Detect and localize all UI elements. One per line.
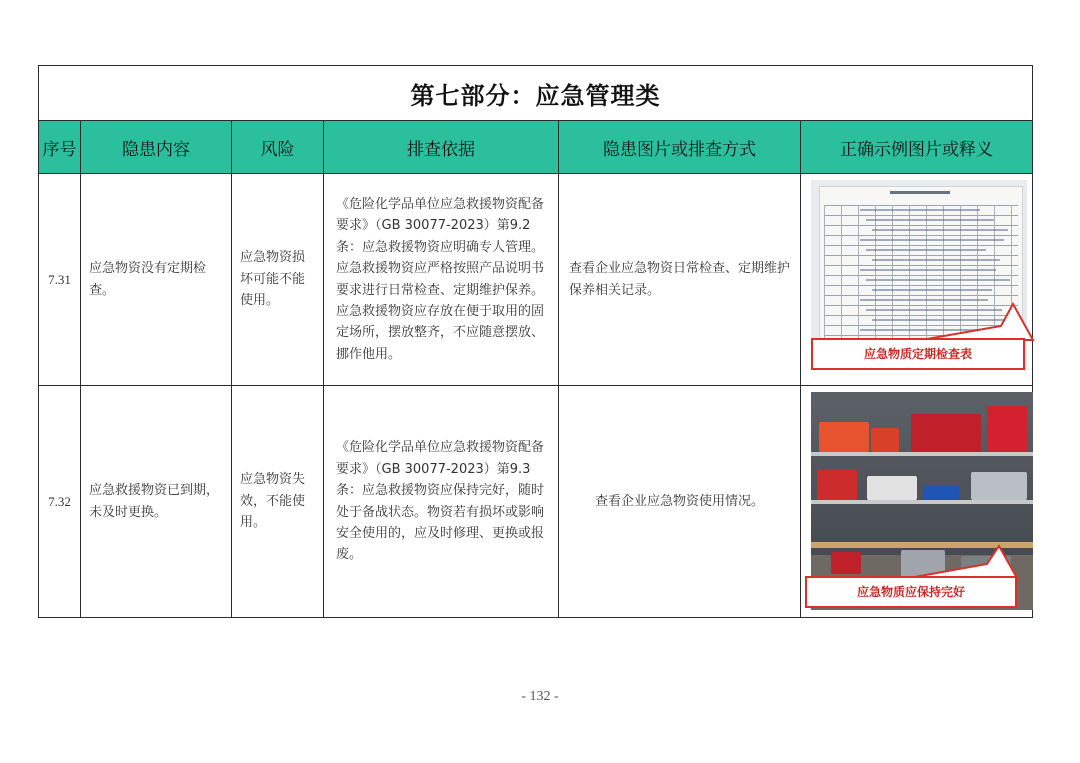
method-text: 查看企业应急物资使用情况。 [559,386,801,618]
section-title: 第七部分：应急管理类 [39,66,1033,121]
header-number: 序号 [39,121,81,174]
table-row [39,386,1033,618]
header-hazard: 隐患内容 [81,121,232,174]
header-example: 正确示例图片或释义 [801,121,1033,174]
header-row [39,121,1033,174]
risk-text: 应急物资失效，不能使用。 [232,386,324,618]
method-text: 查看企业应急物资日常检查、定期维护保养相关记录。 [559,174,801,386]
risk-text: 应急物资损坏可能不能使用。 [232,174,324,386]
example-caption: 应急物质定期检查表 [811,338,1025,370]
callout-pointer [921,302,1041,342]
page-number: - 132 - [521,689,559,704]
hazard-table [38,65,1033,618]
hazard-content: 应急救援物资已到期，未及时更换。 [81,386,232,618]
example-caption: 应急物质应保持完好 [805,576,1017,608]
row-number: 7.32 [39,386,81,618]
header-basis: 排查依据 [324,121,559,174]
example-cell [801,174,1033,386]
row-number: 7.31 [39,174,81,386]
table-row [39,174,1033,386]
callout-pointer [909,544,1029,580]
example-cell [801,386,1033,618]
hazard-content: 应急物资没有定期检查。 [81,174,232,386]
basis-text: 《危险化学品单位应急救援物资配备要求》（GB 30077-2023）第9.2条：应急救援物资应明确专人管理。应急救援物资应严格按照产品说明书要求进行日常检查、定期维护保养。应急救援物资应存放在便于取用的固定场所，摆放整齐，不应随意摆放、挪作他用。 [324,174,559,386]
header-risk: 风险 [232,121,324,174]
basis-text: 《危险化学品单位应急救援物资配备要求》（GB 30077-2023）第9.3条：应急救援物资应保持完好，随时处于备战状态。物资若有损坏或影响安全使用的，应及时修理、更换或报废。 [324,386,559,618]
header-method: 隐患图片或排查方式 [559,121,801,174]
